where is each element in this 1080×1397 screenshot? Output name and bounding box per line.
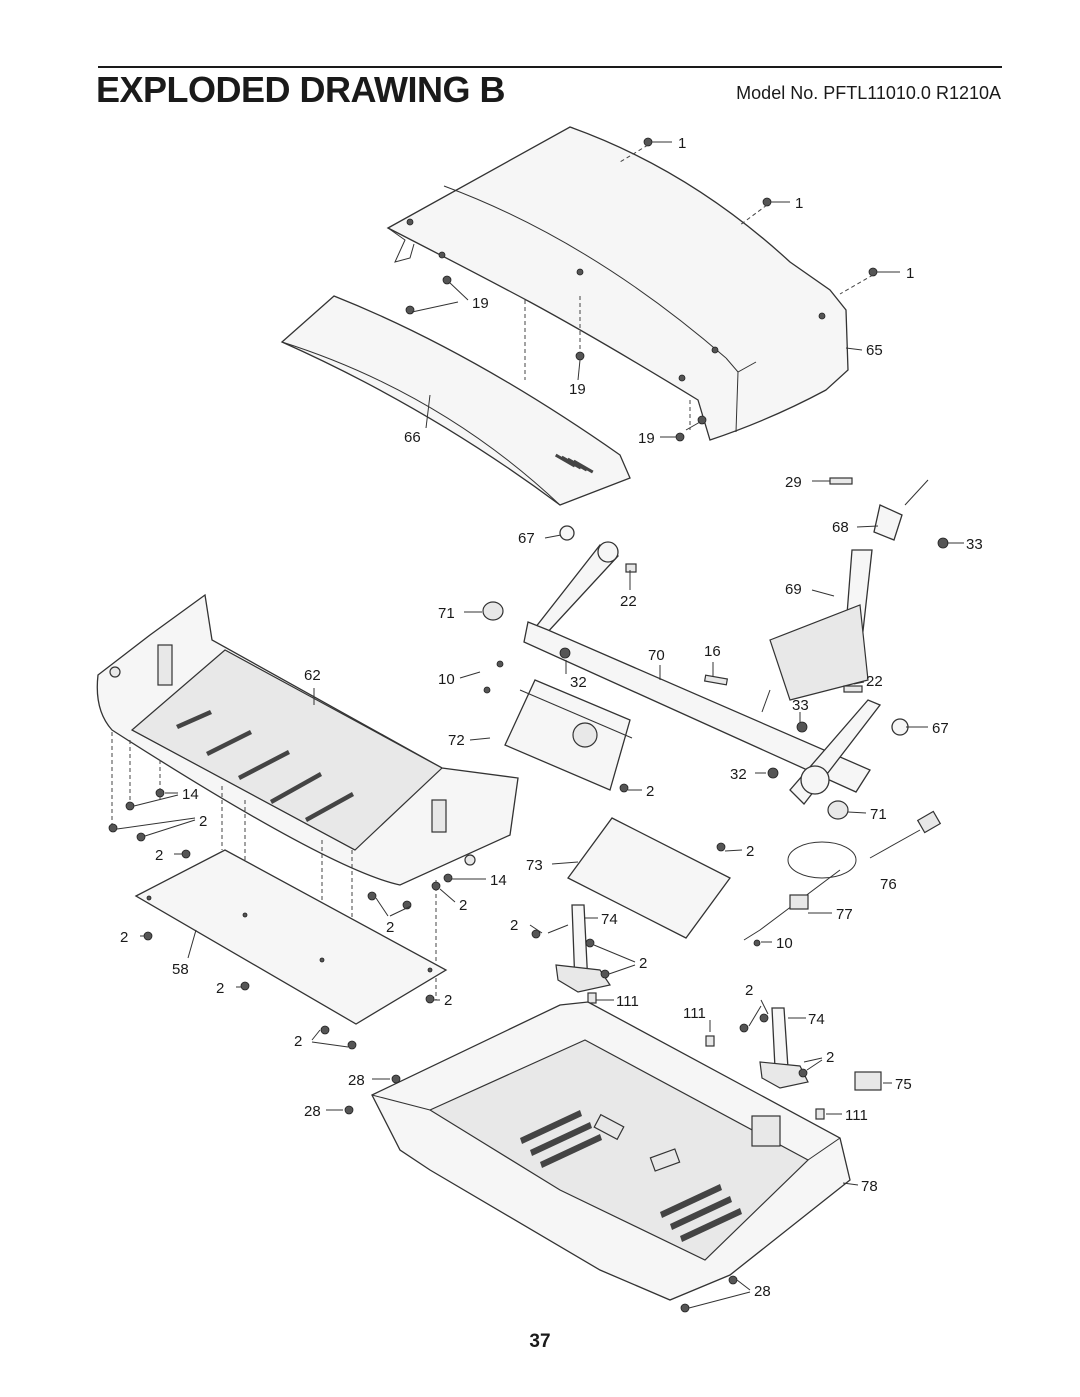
callout-label: 28 xyxy=(754,1283,771,1300)
callout-label: 67 xyxy=(932,720,949,737)
callout-label: 10 xyxy=(776,935,793,952)
callout-label: 66 xyxy=(404,429,421,446)
callout-label: 19 xyxy=(638,430,655,447)
callout-label: 70 xyxy=(648,647,665,664)
callout-label: 2 xyxy=(639,955,648,972)
callout-label: 1 xyxy=(906,265,915,282)
switch-part-75 xyxy=(855,1072,881,1090)
callout-label: 111 xyxy=(616,993,639,1010)
callout-label: 28 xyxy=(348,1072,365,1089)
callout-label: 14 xyxy=(182,786,199,803)
callout-label: 2 xyxy=(294,1033,303,1050)
callout-label: 32 xyxy=(730,766,747,783)
plate-part-73 xyxy=(568,784,730,938)
callout-label: 77 xyxy=(836,906,853,923)
callout-label: 1 xyxy=(678,135,687,152)
callout-label: 22 xyxy=(620,593,637,610)
callout-label: 62 xyxy=(304,667,321,684)
callout-label: 19 xyxy=(569,381,586,398)
callout-label: 2 xyxy=(199,813,208,830)
callout-label: 74 xyxy=(601,911,618,928)
callout-label: 72 xyxy=(448,732,465,749)
callout-label: 2 xyxy=(459,897,468,914)
callout-label: 58 xyxy=(172,961,189,978)
callout-label: 111 xyxy=(683,1005,706,1022)
callout-label: 71 xyxy=(870,806,887,823)
power-cord-part-76 xyxy=(744,811,940,946)
callout-label: 2 xyxy=(746,843,755,860)
callout-label: 76 xyxy=(880,876,897,893)
callout-label: 65 xyxy=(866,342,883,359)
callout-label: 68 xyxy=(832,519,849,536)
callout-label: 2 xyxy=(826,1049,835,1066)
callout-label: 33 xyxy=(966,536,983,553)
callout-label: 2 xyxy=(386,919,395,936)
callout-label: 111 xyxy=(845,1107,868,1124)
callout-label: 71 xyxy=(438,605,455,622)
callout-label: 22 xyxy=(866,673,883,690)
callout-label: 74 xyxy=(808,1011,825,1028)
callout-label: 73 xyxy=(526,857,543,874)
callout-label: 14 xyxy=(490,872,507,889)
callout-label: 10 xyxy=(438,671,455,688)
callout-label: 28 xyxy=(304,1103,321,1120)
callout-label: 75 xyxy=(895,1076,912,1093)
callout-label: 2 xyxy=(745,982,754,999)
callout-label: 33 xyxy=(792,697,809,714)
callout-label: 2 xyxy=(444,992,453,1009)
model-number: Model No. PFTL11010.0 R1210A xyxy=(736,83,1001,103)
callout-label: 2 xyxy=(120,929,129,946)
callout-label: 32 xyxy=(570,674,587,691)
callout-label: 2 xyxy=(216,980,225,997)
callout-label: 2 xyxy=(646,783,655,800)
page-title: EXPLODED DRAWING B xyxy=(96,69,506,110)
callout-label: 2 xyxy=(510,917,519,934)
callout-label: 1 xyxy=(795,195,804,212)
callout-label: 19 xyxy=(472,295,489,312)
callout-label: 78 xyxy=(861,1178,878,1195)
callout-label: 16 xyxy=(704,643,721,660)
callout-label: 2 xyxy=(155,847,164,864)
page-number: 37 xyxy=(529,1331,551,1352)
callout-label: 69 xyxy=(785,581,802,598)
callout-label: 67 xyxy=(518,530,535,547)
callout-label: 29 xyxy=(785,474,802,491)
